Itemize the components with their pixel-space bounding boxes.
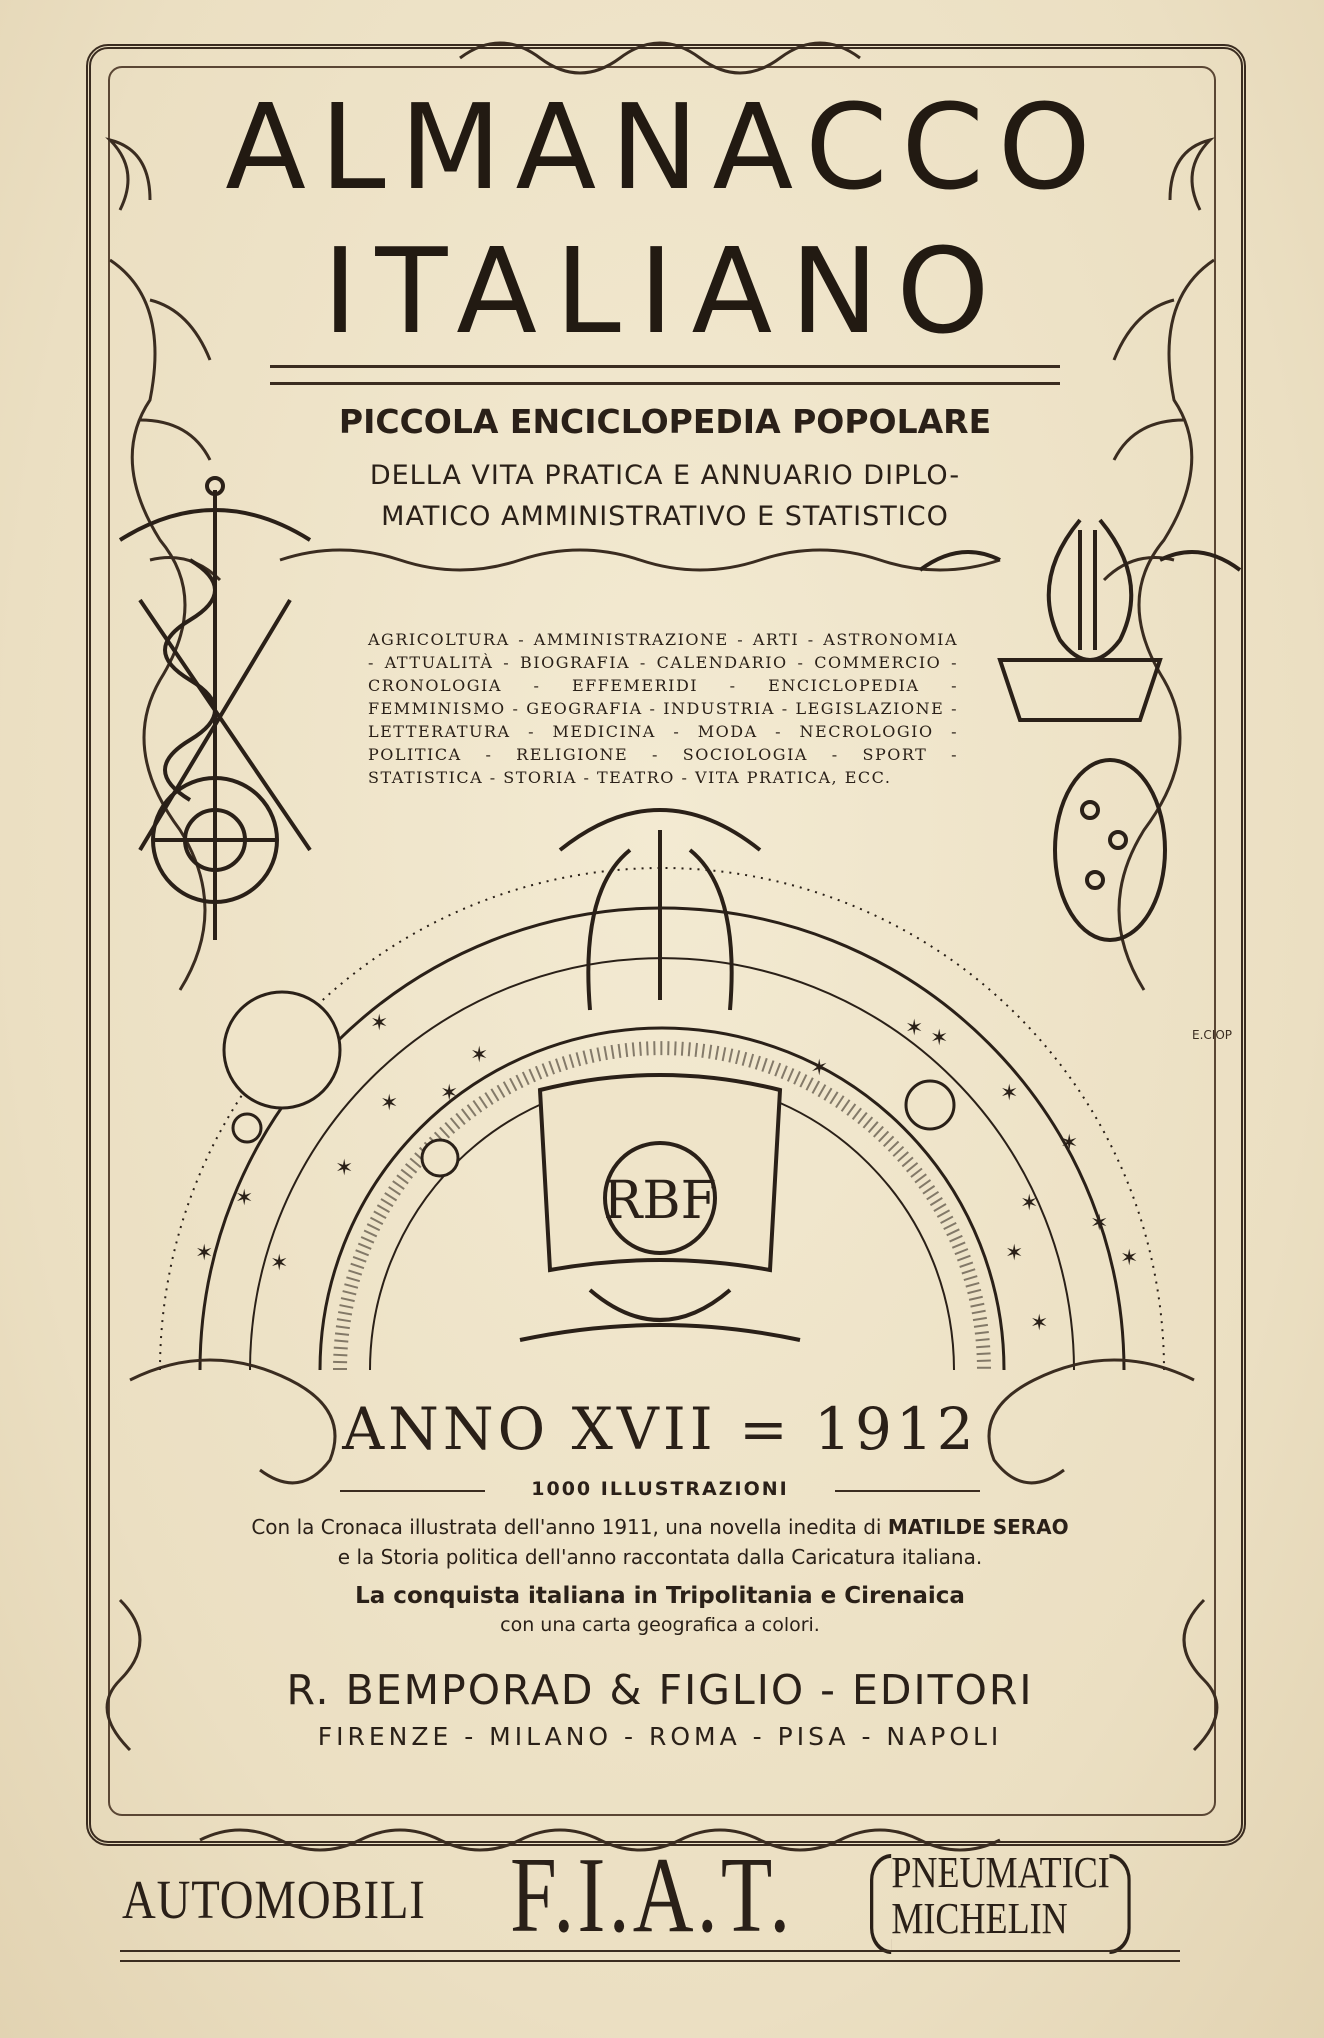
conquista-heading: La conquista italiana in Tripolitania e Cirenaica (355, 1583, 965, 1609)
subtitle-line2: DELLA VITA PRATICA E ANNUARIO DIPLO- (369, 460, 961, 491)
lyre-emblem (920, 520, 1240, 940)
subtitle-description (300, 456, 1030, 537)
bracket-right (1110, 1854, 1131, 1954)
svg-text:✶: ✶ (810, 1056, 829, 1081)
cronaca-author: MATILDE SERAO (887, 1515, 1069, 1539)
svg-text:✶: ✶ (1120, 1246, 1139, 1271)
svg-text:✶: ✶ (195, 1241, 214, 1266)
ad-right-line2: MICHELIN (891, 1894, 1068, 1944)
svg-text:✶: ✶ (1020, 1191, 1039, 1216)
artist-signature: E.CIOP (1192, 1028, 1232, 1042)
top-scroll-ornament (460, 43, 860, 73)
publisher-cities: FIRENZE - MILANO - ROMA - PISA - NAPOLI (317, 1722, 1003, 1751)
right-foliage-ornament (1119, 260, 1214, 990)
monogram: RBF (603, 1171, 717, 1231)
title-line2: ITALIANO (322, 222, 1008, 360)
bottom-divider (120, 1950, 1180, 1962)
publisher-name: R. BEMPORAD & FIGLIO - EDITORI (286, 1666, 1034, 1714)
scroll-banner (280, 550, 1000, 570)
svg-text:✶: ✶ (440, 1081, 459, 1106)
edition-year: ANNO XVII = 1912 (342, 1395, 978, 1463)
svg-text:✶: ✶ (1030, 1311, 1049, 1336)
subtitle-line3: MATICO AMMINISTRATIVO E STATISTICO (381, 500, 949, 532)
central-shield (520, 810, 800, 1340)
svg-text:✶: ✶ (905, 1016, 924, 1041)
svg-text:✶: ✶ (1005, 1241, 1024, 1266)
ad-right-line1: PNEUMATICI (891, 1848, 1110, 1897)
divider-right (835, 1490, 980, 1492)
ad-automobili: AUTOMOBILI (122, 1869, 426, 1930)
subtitle-heading: PICCOLA ENCICLOPEDIA POPOLARE (338, 402, 992, 441)
illustrations-count: 1000 ILLUSTRAZIONI (531, 1478, 789, 1500)
svg-text:✶: ✶ (380, 1091, 399, 1116)
svg-text:✶: ✶ (270, 1251, 289, 1276)
svg-text:✶: ✶ (235, 1186, 254, 1211)
topics-list: AGRICOLTURA - AMMINISTRAZIONE - ARTI - ASTRONOMIA - ATTUALITÀ - BIOGRAFIA - CALENDARIO - COMMERCIO - CRONOLOGIA - EFFEMERIDI - ENCICLOPEDIA - FEMMINISMO - GEOGRAFIA - INDUSTRIA - LEGISLAZIONE - LETTERATURA - MEDICINA - MODA - NECROLOGIO - POLITICA - RELIGIONE - SOCIOLOGIA - SPORT - STATISTICA - STORIA - TEATRO - VITA PRATICA, ECC. (368, 630, 958, 787)
fiat-advertisement (110, 1836, 1220, 1955)
svg-text:✶: ✶ (370, 1011, 389, 1036)
bracket-left (870, 1854, 891, 1954)
svg-text:✶: ✶ (335, 1156, 354, 1181)
svg-text:✶: ✶ (930, 1026, 949, 1051)
svg-text:✶: ✶ (1090, 1211, 1109, 1236)
cronaca-description (190, 1512, 1130, 1572)
svg-text:✶: ✶ (1060, 1131, 1079, 1156)
title-line1: ALMANACCO (225, 78, 1105, 216)
svg-text:✶: ✶ (470, 1043, 489, 1068)
illustrations-line (340, 1476, 980, 1506)
divider-left (340, 1490, 485, 1492)
map-note: con una carta geografica a colori. (500, 1614, 820, 1636)
svg-text:✶: ✶ (1000, 1081, 1019, 1106)
cronaca-text: Con la Cronaca illustrata dell'anno 1911, una novella inedita di (251, 1515, 888, 1539)
ad-michelin (870, 1850, 1131, 1942)
ad-brand: F.I.A.T. (510, 1836, 794, 1955)
title-divider (270, 365, 1060, 385)
cronaca-line2: e la Storia politica dell'anno raccontata dalla Caricatura italiana. (337, 1545, 983, 1569)
